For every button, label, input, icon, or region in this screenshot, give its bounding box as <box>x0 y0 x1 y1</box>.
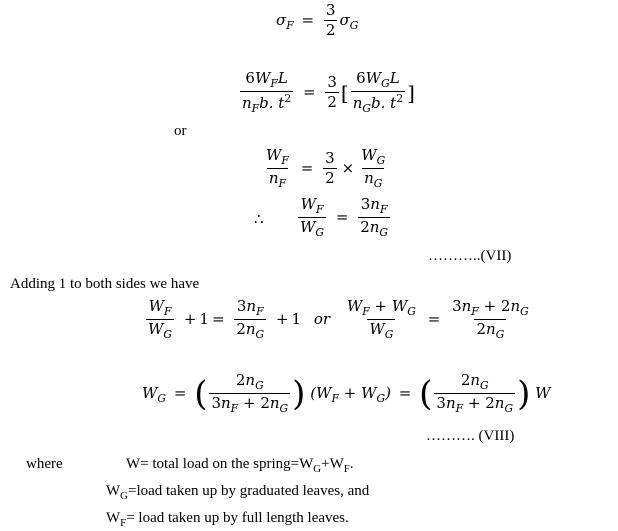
adding-one-text: Adding 1 to both sides we have <box>10 276 200 292</box>
equation-load-ratio: $\frac{W_F}{n_F}$ = $\frac{3}{2}$ × $\frac{W_G}{n_G}$ <box>266 146 386 191</box>
definition-w-sub-g: G <box>313 463 322 475</box>
equation-label-vii: ………..(VII) <box>428 248 512 264</box>
definition-wf-rest: = load taken up by full length leaves. <box>126 510 349 526</box>
equation-bending-stress: $\frac{6W_FL}{n_Fb. t^2}$ = $\frac{3}{2}$ [ $\frac{6W_GL}{n_Gb. t^2}$ ] <box>242 69 415 116</box>
or-text: or <box>174 123 187 139</box>
definition-w-end: . <box>349 456 354 472</box>
definition-wg-sub: G <box>120 490 128 502</box>
therefore-symbol: ∴ <box>254 212 264 228</box>
definition-wg <box>106 483 369 502</box>
equation-viii: $W_G$ = ( $\frac{2n_G}{3n_F + 2n_G}$ ) $(W_F + W_G)$ = ( $\frac{2n_G}{3n_F + 2n_G}$ ) W <box>142 371 551 416</box>
definition-wf-main: W <box>106 510 121 526</box>
definition-wf-sub: F <box>120 517 127 529</box>
where-text: where <box>26 456 63 472</box>
equation-stress-ratio: $\sigma_F$ = $\frac{3}{2}$ $\sigma_G$ <box>276 1 359 40</box>
equation-adding-one: $\frac{W_F}{W_G}$ + 1 = $\frac{3n_F}{2n_G}$ + 1 or $\frac{W_F + W_G}{W_G}$ = $\frac{3n_F + 2n_G}{2n_G}$ <box>148 297 529 342</box>
definition-w-plus: +W <box>321 456 344 472</box>
equation-vii: $\frac{W_F}{W_G}$ = $\frac{3n_F}{2n_G}$ <box>300 195 389 240</box>
definition-wf <box>106 510 349 529</box>
definition-wg-rest: =load taken up by graduated leaves, and <box>127 483 370 499</box>
or-inline-text: or <box>313 309 331 328</box>
definition-wg-main: W <box>106 483 121 499</box>
definition-w-sub-f: F <box>343 463 350 475</box>
equation-label-viii: ………. (VIII) <box>426 428 515 444</box>
definition-w-text: W= total load on the spring=W <box>126 456 314 472</box>
definition-w <box>126 456 354 475</box>
